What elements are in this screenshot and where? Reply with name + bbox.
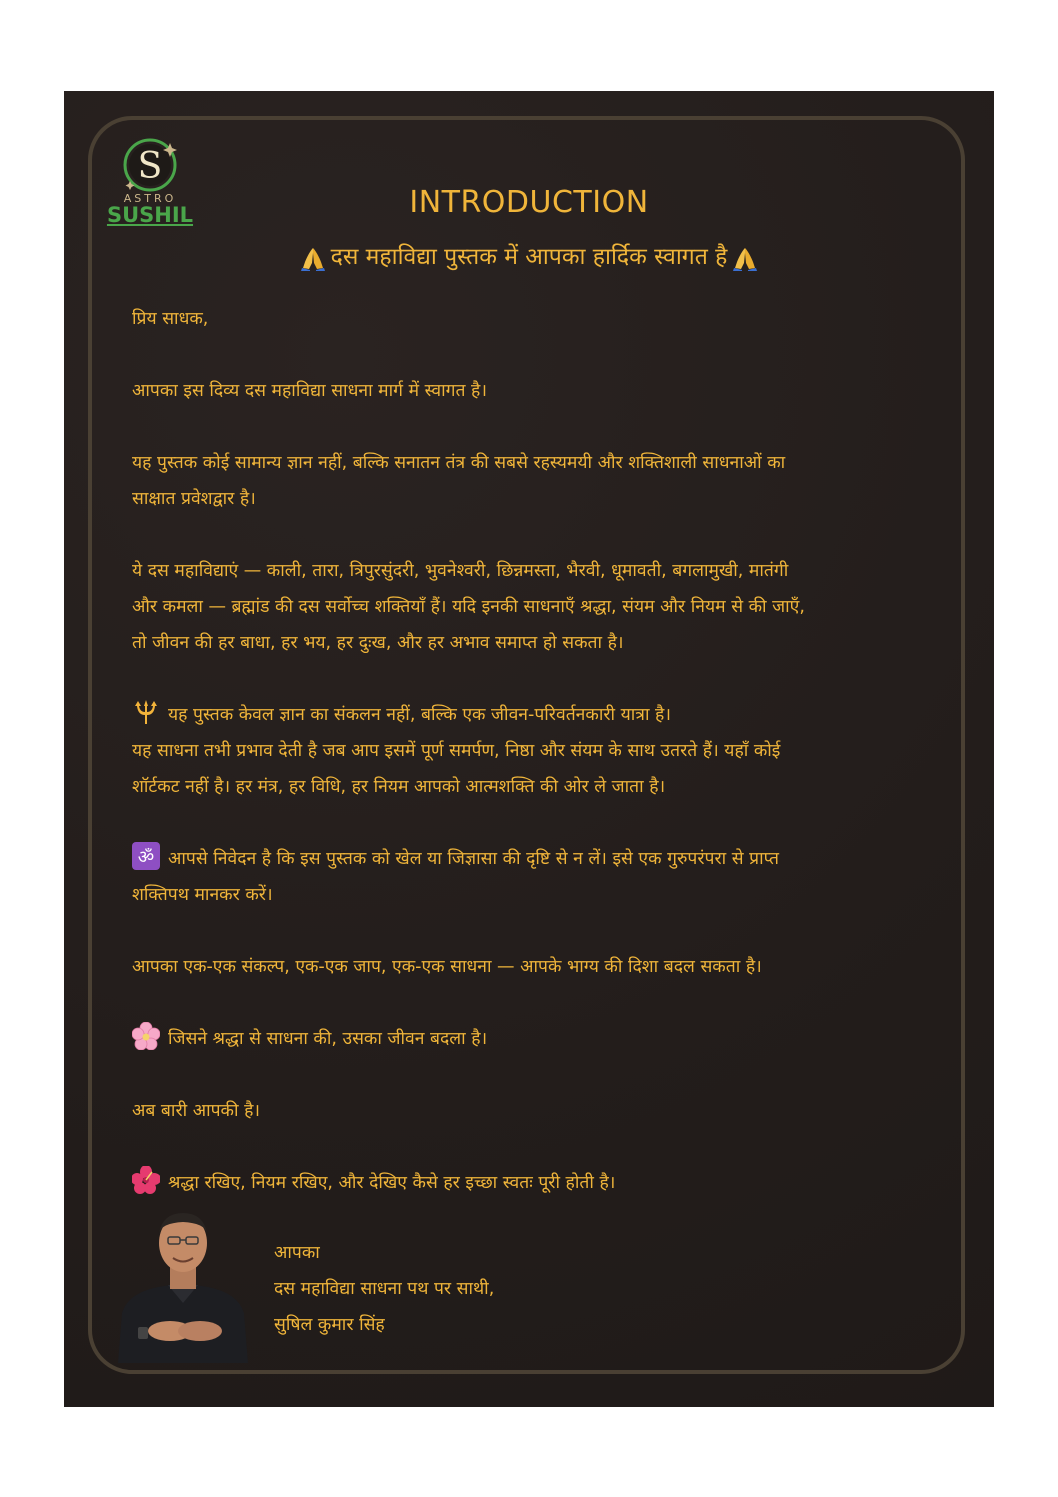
letter-body — [132, 301, 932, 1201]
paragraph-faith: जिसने श्रद्धा से साधना की, उसका जीवन बदला है। — [132, 1021, 932, 1057]
paragraph-welcome: आपका इस दिव्य दस महाविद्या साधना मार्ग में स्वागत है। — [132, 381, 487, 401]
signature-block — [274, 1235, 674, 1343]
signature-line-2: दस महाविद्या साधना पथ पर साथी, — [274, 1279, 495, 1299]
folded-hands-icon — [733, 245, 757, 271]
paragraph-journey-line-2: यह साधना तभी प्रभाव देती है जब आप इसमें पूर्ण समर्पण, निष्ठा और संयम के साथ उतरते हैं। यहाँ कोई — [132, 741, 781, 761]
author-photo — [108, 1203, 258, 1363]
paragraph-mahavidya-line-1: ये दस महाविद्याएं — काली, तारा, त्रिपुरसुंदरी, भुवनेश्वरी, छिन्नमस्ता, भैरवी, धूमावती, बगलामुखी, मातंगी — [132, 561, 789, 581]
paragraph-request-line-1: ॐ आपसे निवेदन है कि इस पुस्तक को खेल या जिज्ञासा की दृष्टि से न लें। इसे एक गुरुपरंपरा से प्राप्त — [132, 841, 932, 877]
page — [64, 91, 994, 1407]
svg-text:ॐ: ॐ — [137, 847, 155, 868]
paragraph-closing: श्रद्धा रखिए, नियम रखिए, और देखिए कैसे हर इच्छा स्वतः पूरी होती है। — [132, 1165, 932, 1201]
paragraph-mahavidya-line-2: और कमला — ब्रह्मांड की दस सर्वोच्च शक्तियाँ हैं। यदि इनकी साधनाएँ श्रद्धा, संयम और नियम से की जाएँ, — [132, 597, 805, 617]
salutation: प्रिय साधक, — [132, 309, 209, 329]
trident-icon — [132, 698, 160, 726]
signature-line-1: आपका — [274, 1243, 320, 1263]
logo-astro-text: ASTRO — [123, 192, 177, 205]
paragraph-request-line-2: शक्तिपथ मानकर करें। — [132, 885, 273, 905]
paragraph-journey-line-1: यह पुस्तक केवल ज्ञान का संकलन नहीं, बल्कि एक जीवन-परिवर्तनकारी यात्रा है। — [132, 697, 932, 733]
paragraph-sankalp: आपका एक-एक संकल्प, एक-एक जाप, एक-एक साधना — आपके भाग्य की दिशा बदल सकता है। — [132, 957, 762, 977]
signature-name: सुषिल कुमार सिंह — [274, 1315, 385, 1335]
paragraph-your-turn: अब बारी आपकी है। — [132, 1101, 260, 1121]
logo-sushil-text: SUSHIL — [106, 203, 194, 227]
paragraph-book-line-2: साक्षात प्रवेशद्वार है। — [132, 489, 256, 509]
folded-hands-icon — [301, 245, 325, 271]
page-title: INTRODUCTION — [409, 185, 649, 220]
cherry-blossom-icon — [132, 1022, 160, 1050]
paragraph-mahavidya-line-3: तो जीवन की हर बाधा, हर भय, हर दुःख, और हर अभाव समाप्त हो सकता है। — [132, 633, 624, 653]
paragraph-book-line-1: यह पुस्तक कोई सामान्य ज्ञान नहीं, बल्कि सनातन तंत्र की सबसे रहस्यमयी और शक्तिशाली साधनाओं का — [132, 453, 786, 473]
paragraph-journey-line-3: शॉर्टकट नहीं है। हर मंत्र, हर विधि, हर नियम आपको आत्मशक्ति की ओर ले जाता है। — [132, 777, 666, 797]
subtitle-text: दस महाविद्या पुस्तक में आपका हार्दिक स्वागत है — [330, 244, 728, 270]
page-subtitle — [64, 239, 994, 271]
hibiscus-icon — [132, 1166, 160, 1194]
logo-letter: S — [137, 146, 163, 187]
om-icon — [132, 842, 160, 870]
